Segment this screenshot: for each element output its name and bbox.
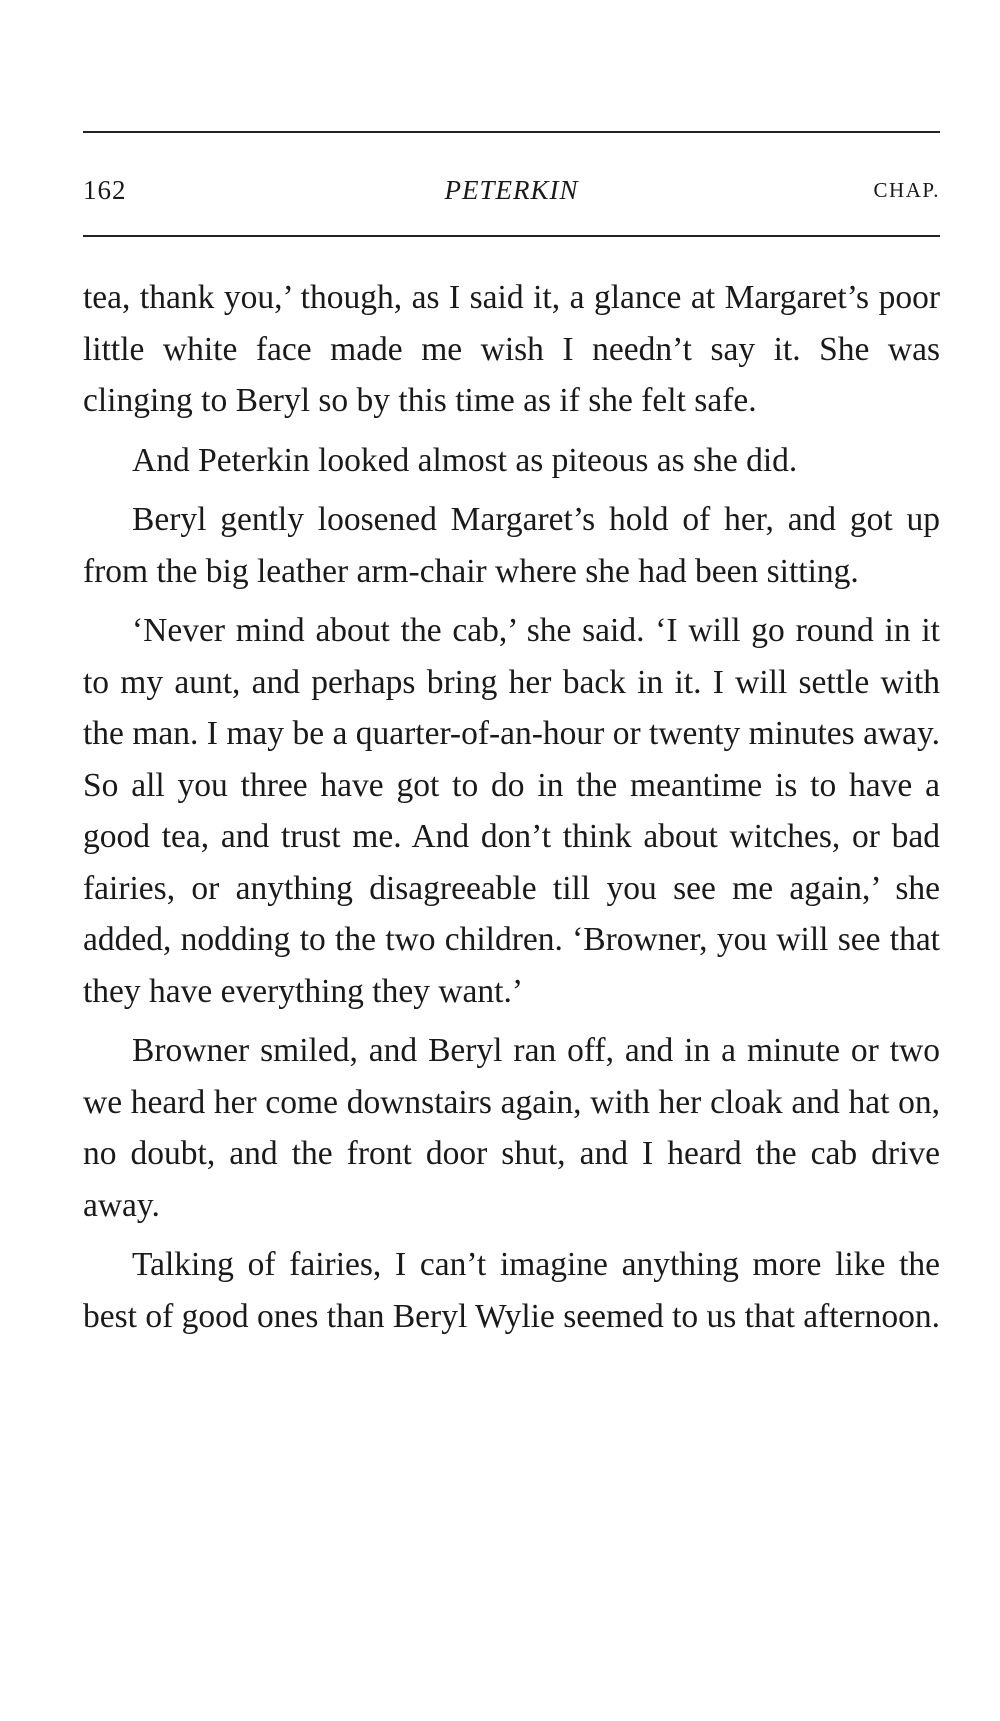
- header-bottom-rule: [83, 235, 940, 237]
- page-number: 162: [83, 175, 127, 205]
- page-body: [83, 272, 940, 1342]
- paragraph: ‘Never mind about the cab,’ she said. ‘I will go round in it to my aunt, and perhaps bring her back in it. I will settle with the man. I may be a quarter-of-an-hour or twenty minutes away. So all you three have got to do in the meantime is to have a good tea, and trust me. And don’t think about witches, or bad fairies, or anything disagreeable till you see me again,’ she added, nodding to the two children. ‘Browner, you will see that they have everything they want.’: [83, 612, 940, 1010]
- paragraph: And Peterkin looked almost as piteous as she did.: [132, 441, 798, 479]
- paragraph: Browner smiled, and Beryl ran off, and in a minute or two we heard her come downstairs again, with her cloak and hat on, no doubt, and the front door shut, and I heard the cab drive away.: [83, 1032, 940, 1224]
- paragraph-continued: tea, thank you,’ though, as I said it, a glance at Margaret’s poor little white face made me wish I needn’t say it. She was clinging to Beryl so by this time as if she felt safe.: [83, 279, 940, 419]
- paragraph: Talking of fairies, I can’t imagine anything more like the best of good ones than Beryl Wylie seemed to us that afternoon.: [83, 1246, 940, 1335]
- chapter-label: CHAP.: [873, 178, 940, 202]
- running-head: [83, 170, 940, 210]
- book-title: PETERKIN: [444, 175, 579, 205]
- paragraph: Beryl gently loosened Margaret’s hold of her, and got up from the big leather arm-chair where she had been sitting.: [83, 501, 940, 590]
- header-top-rule: [83, 131, 940, 133]
